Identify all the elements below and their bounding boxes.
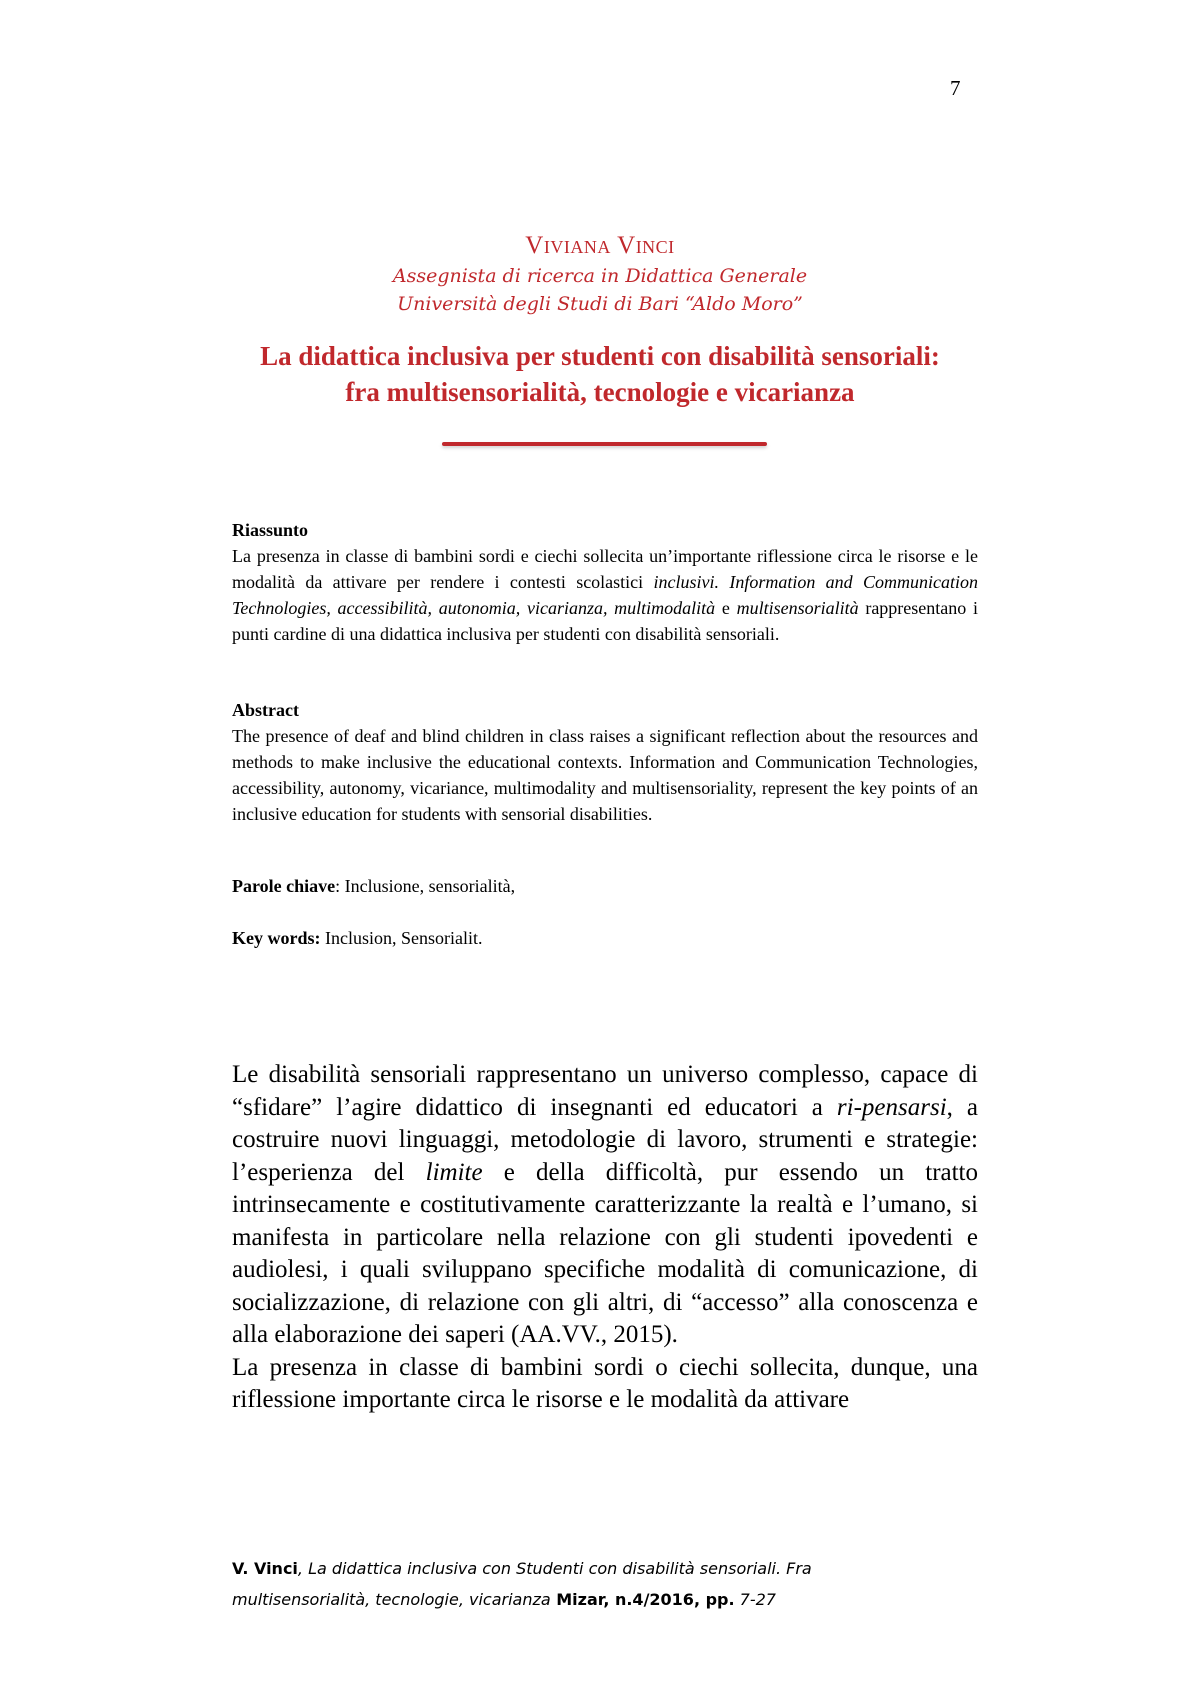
riassunto-heading: Riassunto [232, 520, 309, 540]
footer-title: , La didattica inclusiva con Studenti con disabilità sensoriali. Fra multisensorialità, tecnologie, vicarianza [232, 1559, 812, 1609]
keywords-italian [232, 876, 515, 897]
keywords-english-value: Inclusion, Sensorialit. [320, 928, 483, 948]
paper-title [0, 338, 1200, 410]
footer-author: V. Vinci [232, 1559, 298, 1578]
body-paragraph-2: La presenza in classe di bambini sordi o ciechi sollecita, dunque, una riflessione importante circa le risorse e le modalità da attivare [232, 1353, 978, 1413]
author-name: Viviana Vinci [525, 232, 675, 259]
body-text [232, 1059, 978, 1417]
riassunto-text-part: La presenza in classe di bambini sordi e ciechi sollecita un’importante riflessione circa le risorse e le modalità da attivare per rendere i contesti scolastici [232, 546, 978, 592]
abstract-text: The presence of deaf and blind children in class raises a significant reflection about the resources and methods to make inclusive the educational contexts. Information and Communication Technologies, accessibility, autonomy, vicariance, multimodality and multisensoriality, represent the key points of an inclusive education for students with sensorial disabilities. [232, 726, 978, 824]
body-italic-term: ri-pensarsi [836, 1093, 947, 1121]
title-line-1: La didattica inclusiva per studenti con disabilità sensoriali: [260, 341, 940, 371]
body-text-part: , a costruire nuovi linguaggi, metodologie di lavoro, strumenti e strategie: l’esperienza del [232, 1093, 978, 1186]
riassunto-text-part: e [715, 598, 737, 618]
riassunto-italic-term: multisensorialità [736, 598, 859, 618]
body-paragraph-1 [232, 1059, 978, 1352]
footer-pages: 7-27 [734, 1590, 776, 1609]
riassunto-text-part: rappresentano i punti cardine di una didattica inclusiva per studenti con disabilità sensoriali. [232, 598, 978, 644]
abstract-heading: Abstract [232, 700, 299, 720]
title-divider [442, 442, 767, 446]
keywords-english-label: Key words: [232, 928, 321, 948]
body-text-part: Le disabilità sensoriali rappresentano un universo complesso, capace di “sfidare” l’agire didattico di insegnanti ed educatori a [232, 1061, 978, 1121]
keywords-italian-value: : Inclusione, sensorialità, [335, 876, 516, 896]
title-line-2: fra multisensorialità, tecnologie e vicarianza [345, 377, 855, 407]
author-block [0, 230, 1200, 318]
author-university: Università degli Studi di Bari “Aldo Moro” [397, 293, 803, 315]
body-text-part: e della difficoltà, pur essendo un tratto intrinsecamente e costitutivamente caratterizzante la realtà e l’umano, si manifesta in particolare nella relazione con gli studenti ipovedenti e audiolesi, i quali sviluppano specifiche modalità di comunicazione, di socializzazione, di relazione con gli altri, di “accesso” alla conoscenza e alla elaborazione dei saperi (AA.VV., 2015). [232, 1158, 979, 1348]
keywords-english [232, 928, 482, 949]
abstract-section [232, 697, 978, 827]
riassunto-section [232, 517, 978, 647]
footer-journal: Mizar, n.4/2016, pp. [550, 1590, 735, 1609]
citation-footer [232, 1553, 872, 1615]
body-italic-term: limite [425, 1158, 483, 1186]
page-number: 7 [950, 76, 961, 100]
riassunto-text [232, 543, 978, 647]
author-role: Assegnista di ricerca in Didattica Generale [392, 265, 808, 287]
keywords-italian-label: Parole chiave [232, 876, 336, 896]
riassunto-italic-terms: inclusivi. Information and Communication Technologies, accessibilità, autonomia, vicarianza, multimodalità [232, 572, 978, 618]
